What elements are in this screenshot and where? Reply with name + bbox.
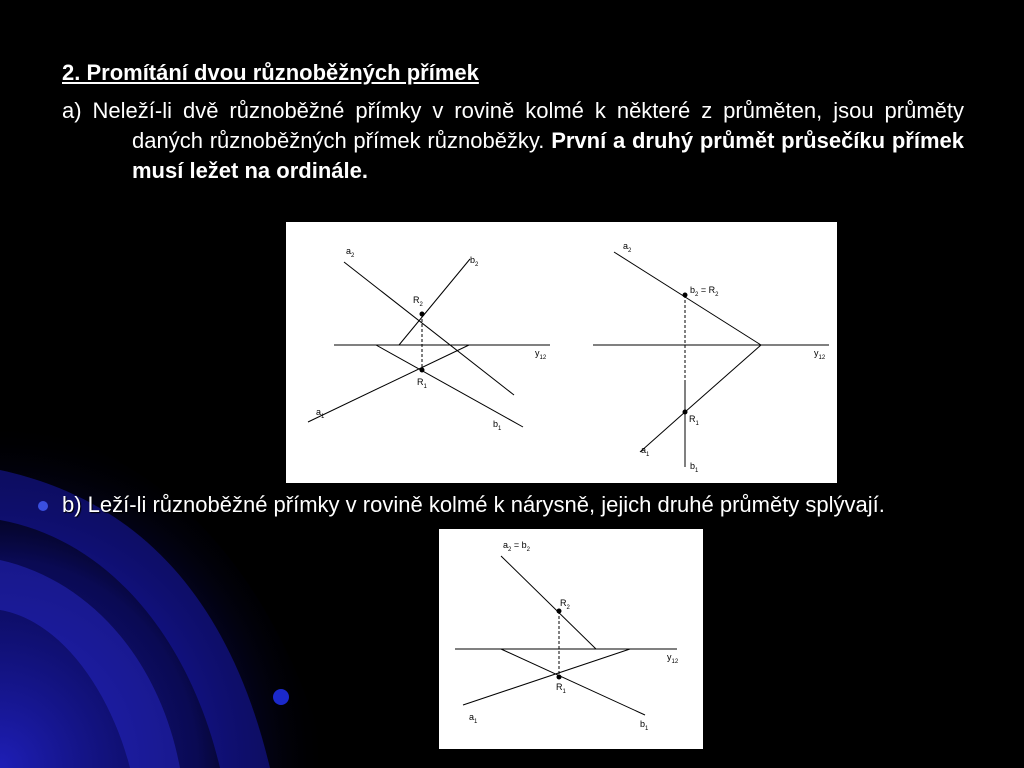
figure-two-projections xyxy=(286,222,837,483)
point-R1-left xyxy=(420,368,425,373)
line-b2-left xyxy=(399,259,470,345)
paragraph-a-bold: První a druhý průmět průsečíku přímek musí ležet na ordinále. xyxy=(132,128,964,183)
label-b2-left: $b_2$ xyxy=(470,255,479,268)
label-axis-left: $y_{12}$ xyxy=(535,348,547,361)
label-a2-right: $a_2$ xyxy=(623,241,632,254)
label-R2-left: $R_2$ xyxy=(413,295,423,308)
label-a2-eq-b2-fig2: $a_2 = b_2$ xyxy=(503,540,530,553)
paragraph-a xyxy=(62,96,964,186)
label-b1-right: $b_1$ xyxy=(690,461,699,474)
point-R2-fig2 xyxy=(557,609,562,614)
paragraph-b: b) Leží-li různoběžné přímky v rovině kolmé k nárysně, jejich druhé průměty splývají. xyxy=(62,492,885,517)
point-R1-fig2 xyxy=(557,675,562,680)
label-R1-right: $R_1$ xyxy=(689,414,699,427)
label-a1-left: $a_1$ xyxy=(316,407,325,420)
figure-coinciding-projections xyxy=(439,529,703,749)
label-axis-fig2: $y_{12}$ xyxy=(667,652,679,665)
label-a2-left: $a_2$ xyxy=(346,246,355,259)
line-b1-fig2 xyxy=(501,649,645,715)
figure1-svg xyxy=(286,222,837,483)
figure2-svg xyxy=(439,529,703,749)
label-a1-right: $a_1$ xyxy=(641,445,650,458)
bullet-dot xyxy=(38,501,48,511)
label-b2-eq-R2-right: $b_2 = R_2$ xyxy=(690,285,719,298)
paragraph-a-text: a) Neleží-li dvě různoběžné přímky v rovině kolmé k některé z průměten, jsou průměty daných různoběžných přímek různoběžky. xyxy=(62,98,964,153)
slide-heading: 2. Promítání dvou různoběžných přímek xyxy=(62,60,479,85)
label-b1-fig2: $b_1$ xyxy=(640,719,649,732)
line-a2-right xyxy=(614,252,761,345)
line-b1-left xyxy=(376,345,523,427)
point-R2-right xyxy=(683,293,688,298)
line-a1-right-low xyxy=(640,412,685,452)
label-axis-right: $y_{12}$ xyxy=(814,348,826,361)
line-a2b2-fig2 xyxy=(501,556,596,649)
point-R1-right xyxy=(683,410,688,415)
label-a1-fig2: $a_1$ xyxy=(469,712,478,725)
label-R2-fig2: $R_2$ xyxy=(560,598,570,611)
point-R2-left xyxy=(420,312,425,317)
line-a1-right-high xyxy=(685,345,761,412)
label-R1-fig2: $R_1$ xyxy=(556,682,566,695)
label-b1-left: $b_1$ xyxy=(493,419,502,432)
label-R1-left: $R_1$ xyxy=(417,377,427,390)
